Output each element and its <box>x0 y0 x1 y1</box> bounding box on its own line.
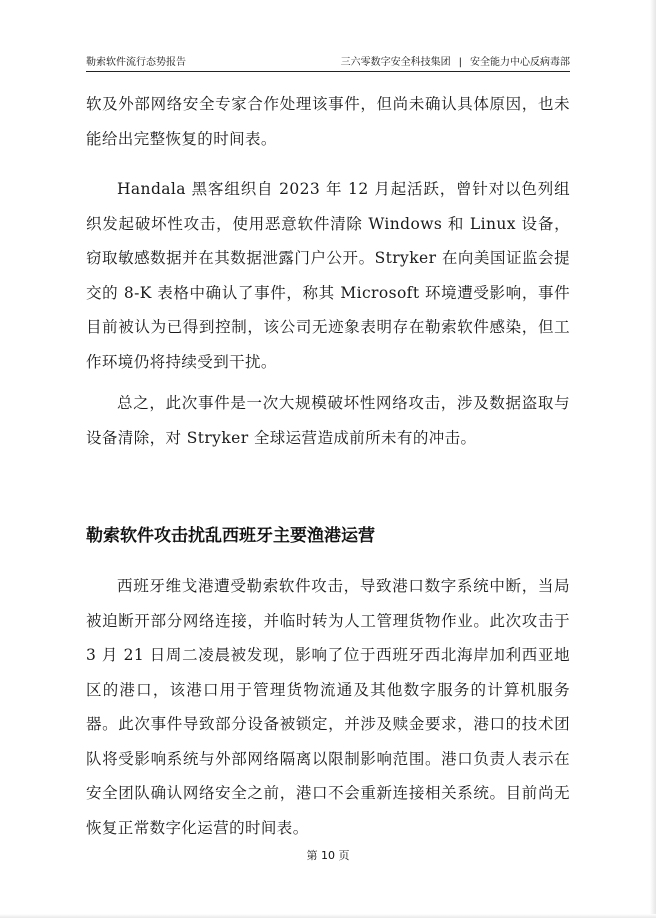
department-name: 安全能力中心反病毒部 <box>470 57 570 68</box>
header-divider <box>86 71 570 72</box>
header-org-info <box>341 56 570 70</box>
report-title: 勒索软件流行态势报告 <box>86 57 186 68</box>
page-number: 第 10 页 <box>306 849 350 862</box>
section-heading: 勒索软件攻击扰乱西班牙主要渔港运营 <box>86 526 375 546</box>
paragraph-handala: Handala 黑客组织自 2023 年 12 月起活跃，曾针对以色列组织发起破坏性攻击，使用恶意软件清除 Windows 和 Linux 设备，窃取敏感数据并在其数据泄露门户公开。Stryker 在向美国证监会提交的 8-K 表格中确认了事件，称其 Microsoft 环境遭受影响，事件目前被认为已得到控制，该公司无迹象表明存在勒索软件感染，但工作环境仍将持续受到干扰。 <box>86 180 570 371</box>
page-header <box>86 56 570 70</box>
page-edge-shadow <box>650 0 656 918</box>
organization-name: 三六零数字安全科技集团 <box>340 57 451 68</box>
header-separator: | <box>458 57 462 68</box>
paragraph-continuation: 软及外部网络安全专家合作处理该事件，但尚未确认具体原因，也未能给出完整恢复的时间表。 <box>86 95 570 148</box>
paragraph-summary: 总之，此次事件是一次大规模破坏性网络攻击，涉及数据盗取与设备清除，对 Stryker 全球运营造成前所未有的冲击。 <box>86 394 570 447</box>
paragraph-vigo-port: 西班牙维戈港遭受勒索软件攻击，导致港口数字系统中断，当局被迫断开部分网络连接，并临时转为人工管理货物作业。此次攻击于 3 月 21 日周二凌晨被发现，影响了位于西班牙西北海岸加利西亚地区的港口，该港口用于管理货物流通及其他数字服务的计算机服务器。此次事件导致部分设备被锁定，并涉及赎金要求，港口的技术团队将受影响系统与外部网络隔离以限制影响范围。港口负责人表示在安全团队确认网络安全之前，港口不会重新连接相关系统。目前尚无恢复正常数字化运营的时间表。 <box>86 577 570 837</box>
page-bottom-shadow <box>0 914 656 918</box>
